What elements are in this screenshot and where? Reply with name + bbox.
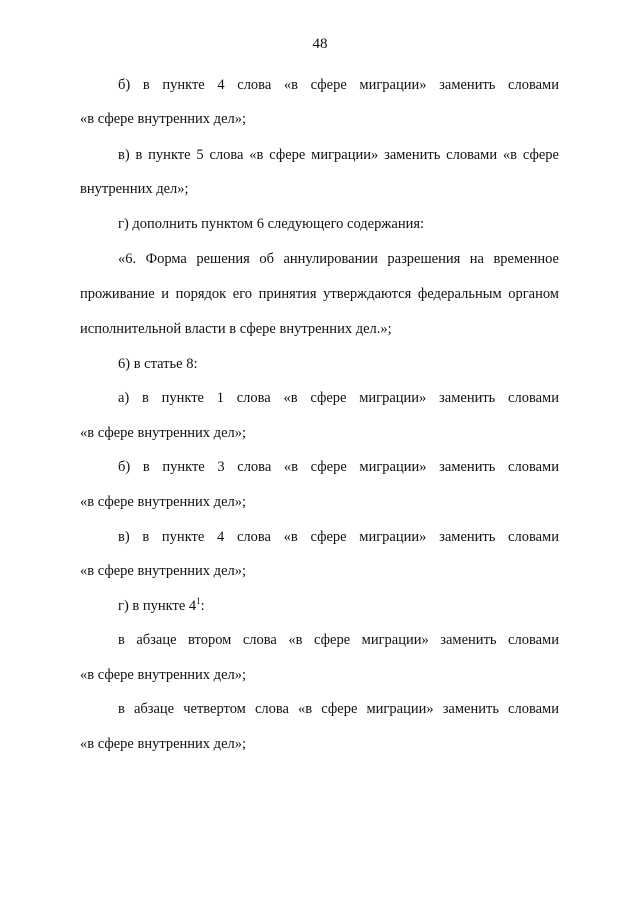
page-number: 48 xyxy=(312,36,328,52)
paragraph-line: б) в пункте 3 слова «в сфере миграции» заменить словами xyxy=(118,459,559,475)
paragraph-line: «в сфере внутренних дел»; xyxy=(80,736,247,752)
paragraph-line: в абзаце втором слова «в сфере миграции» заменить словами xyxy=(118,632,559,648)
paragraph-line: проживание и порядок его принятия утверждаются федеральным органом xyxy=(80,286,559,302)
paragraph-line: внутренних дел»; xyxy=(80,181,189,197)
paragraph-line: г) дополнить пунктом 6 следующего содержания: xyxy=(118,216,425,232)
paragraph-line: а) в пункте 1 слова «в сфере миграции» заменить словами xyxy=(118,390,559,406)
paragraph-line: «в сфере внутренних дел»; xyxy=(80,563,247,579)
paragraph-text: г) в пункте 4 xyxy=(118,598,197,614)
paragraph-line: «6. Форма решения об аннулировании разрешения на временное xyxy=(118,251,559,267)
paragraph-line: в) в пункте 5 слова «в сфере миграции» заменить словами «в сфере xyxy=(118,147,559,163)
paragraph-text: : xyxy=(200,598,205,614)
superscript: 1 xyxy=(196,596,201,607)
paragraph-line: б) в пункте 4 слова «в сфере миграции» заменить словами xyxy=(118,77,559,93)
paragraph-line: в) в пункте 4 слова «в сфере миграции» заменить словами xyxy=(118,529,559,545)
paragraph-line: «в сфере внутренних дел»; xyxy=(80,494,247,510)
paragraph-line: в абзаце четвертом слова «в сфере миграции» заменить словами xyxy=(118,701,559,717)
paragraph-line: 6) в статье 8: xyxy=(118,356,198,372)
paragraph-line: «в сфере внутренних дел»; xyxy=(80,425,247,441)
paragraph-line: «в сфере внутренних дел»; xyxy=(80,667,247,683)
paragraph-line: «в сфере внутренних дел»; xyxy=(80,111,247,127)
paragraph-line xyxy=(118,597,205,615)
paragraph-line: исполнительной власти в сфере внутренних дел.»; xyxy=(80,321,392,337)
